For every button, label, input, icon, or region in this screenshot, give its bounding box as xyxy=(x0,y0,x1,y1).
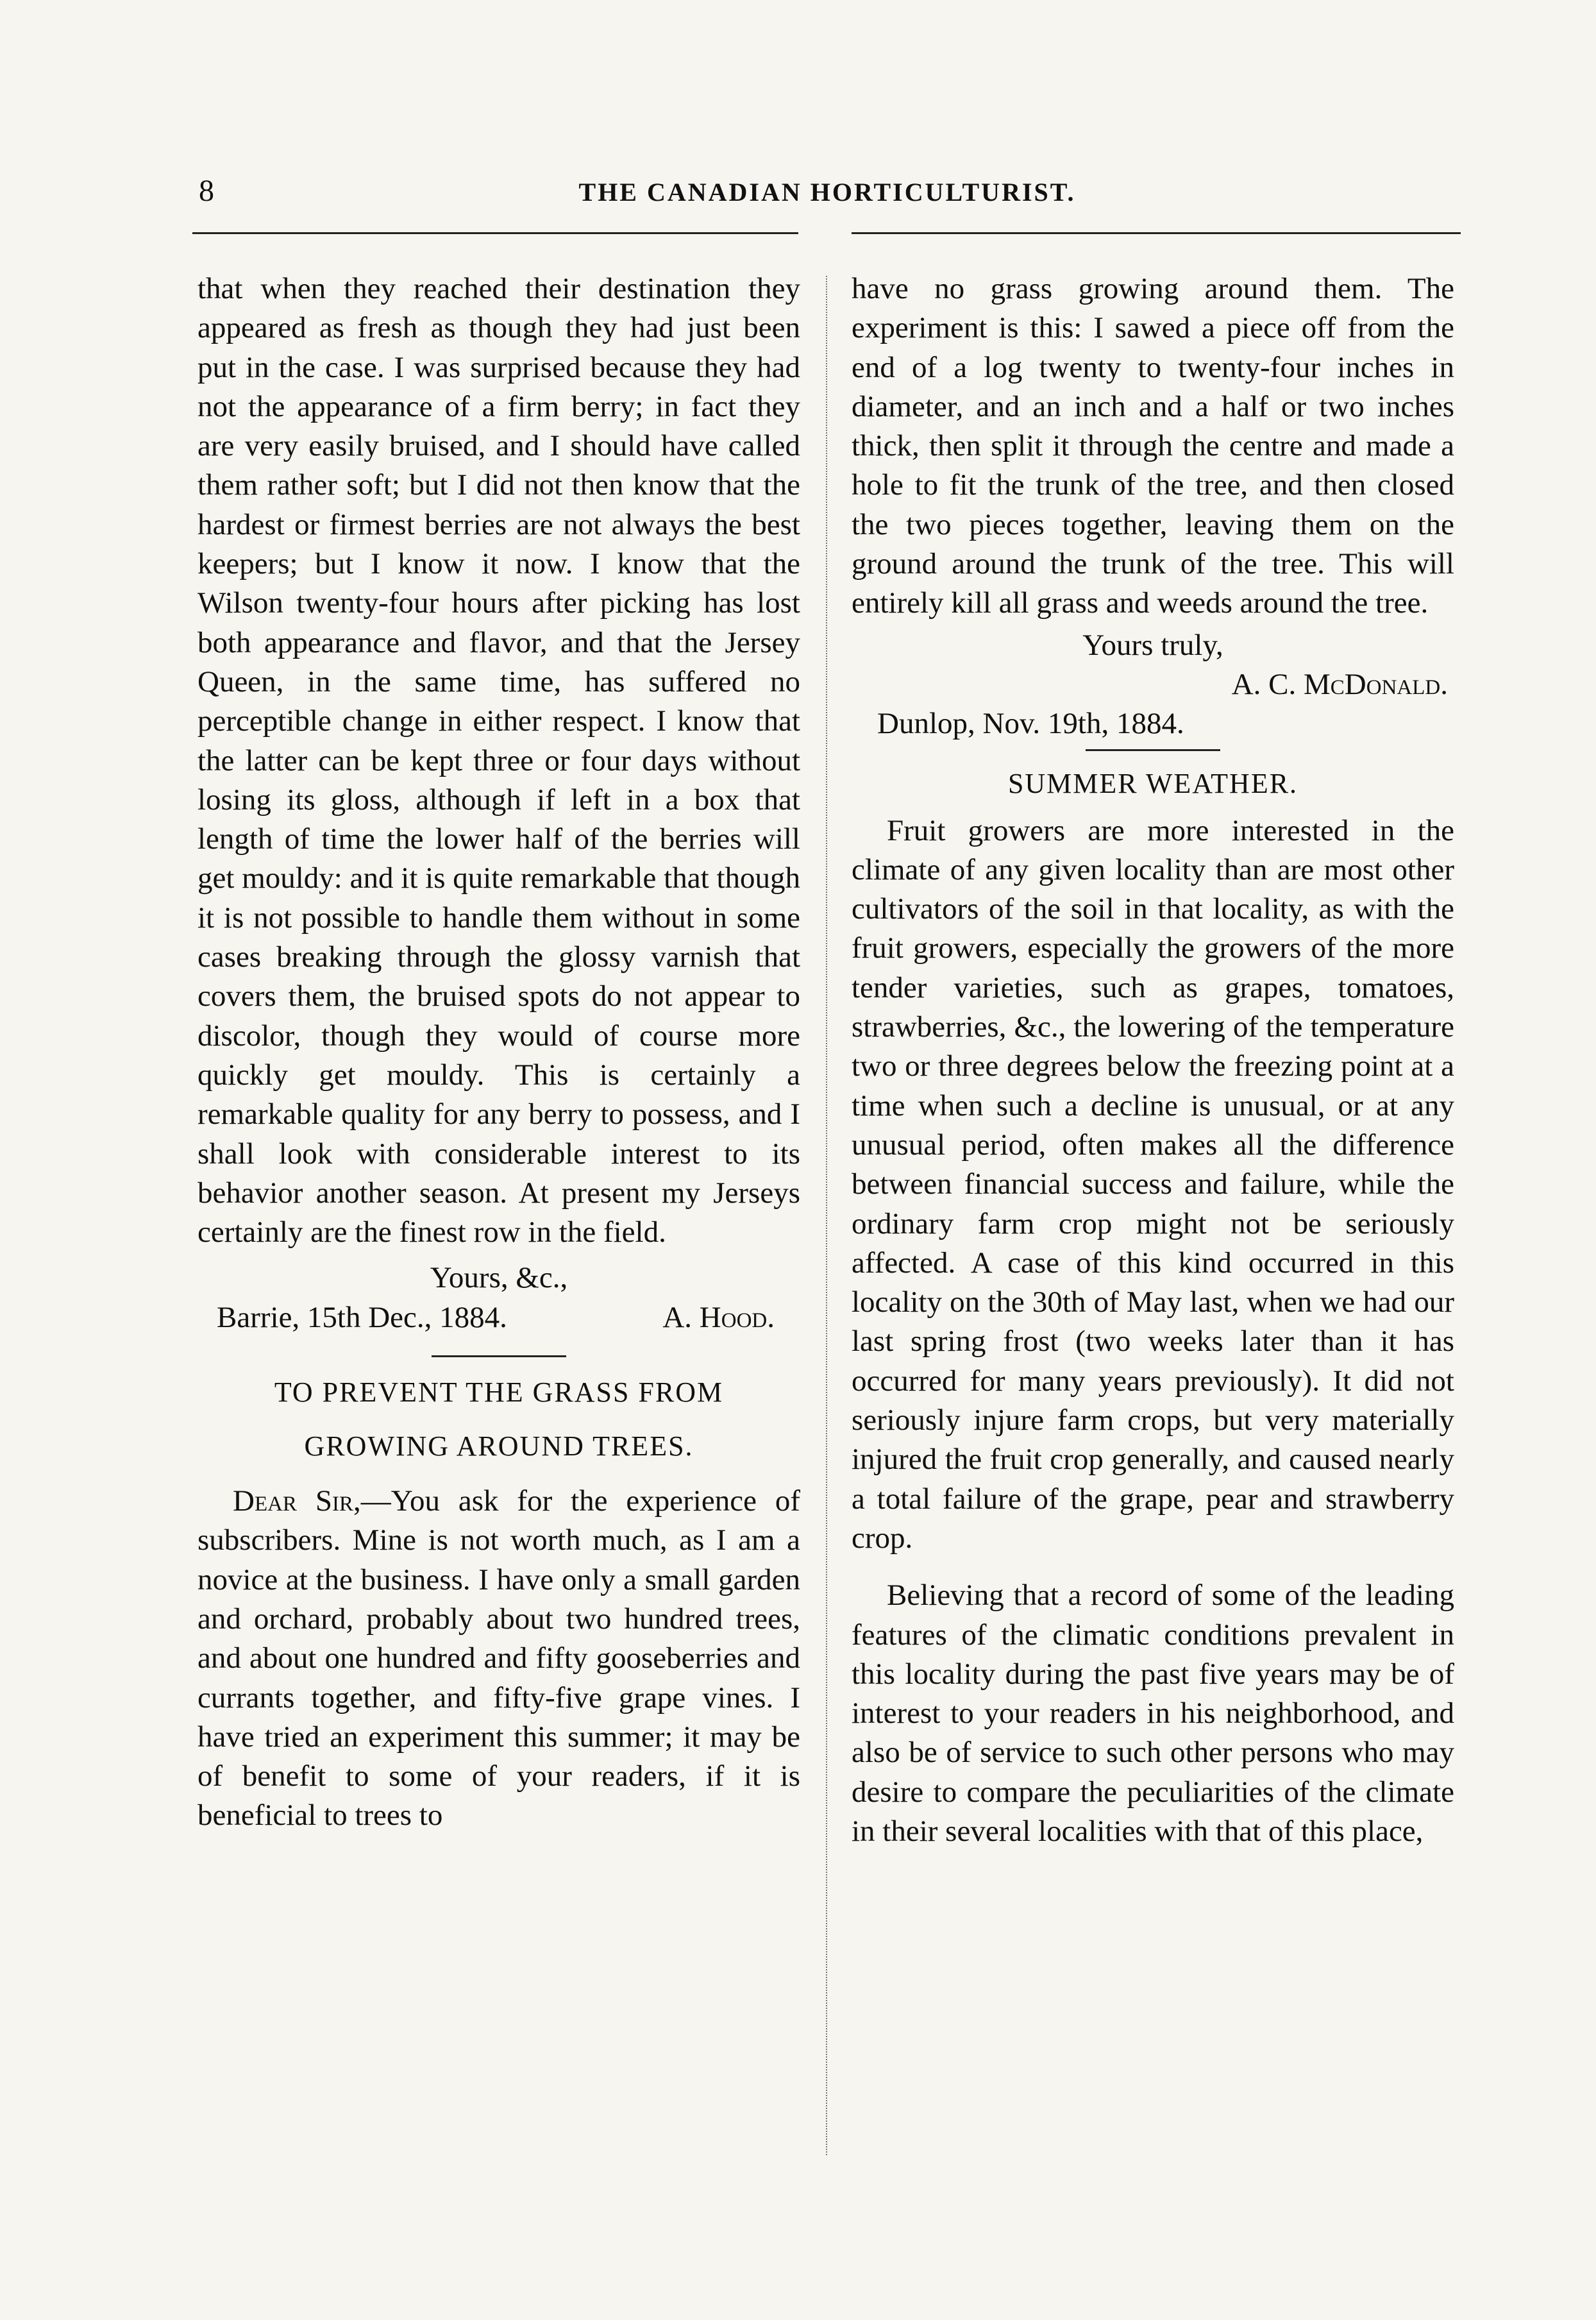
section-separator xyxy=(1086,749,1220,751)
header-rule-right xyxy=(852,232,1461,234)
article-opening-paragraph xyxy=(197,1482,800,1836)
summer-weather-paragraph-1: Fruit growers are more interested in the climate of any given locality than are most other cultivators of the soil in that locality, as with the fruit growers, especially the growers of the more tender varieties, such as grapes, tomatoes, strawberries, &c., the lowering of the temperature two or three degrees below the freezing point at a time when such a decline is unusual, or at any unusual period, often makes all the difference between financial success and failure, while the ordinary farm crop might not be seriously affected. A case of this kind occurred in this locality on the 30th of May last, when we had our last spring frost (two weeks later than it has occurred for many years previously). It did not seriously injure farm crops, but very materially injured the fruit crop generally, and caused nearly a total failure of the grape, pear and strawberry crop. xyxy=(852,813,1454,1555)
letter-signature-block xyxy=(197,1258,800,1337)
summer-weather-paragraph-2: Believing that a record of some of the leading features of the climatic conditions prevalent in this locality during the past five years may be of interest to your readers in his neighborhood, and also be of service to such other persons who may desire to compare the peculiarities of the climate in their several localities with that of this place, xyxy=(852,1579,1454,1848)
article-title-line-2: GROWING AROUND TREES. xyxy=(304,1430,694,1462)
letter-closing: Yours, &c., xyxy=(430,1261,568,1295)
column-divider xyxy=(826,276,827,2155)
article-title xyxy=(197,1374,800,1465)
article-closing: Yours truly, xyxy=(1082,628,1223,662)
article-place-date: Dunlop, Nov. 19th, 1884. xyxy=(877,707,1184,741)
section-separator xyxy=(432,1355,566,1357)
letter-place-date: Barrie, 15th Dec., 1884. xyxy=(217,1300,507,1334)
article-signature-block xyxy=(852,626,1454,744)
summer-weather-title: SUMMER WEATHER. xyxy=(1007,767,1298,799)
page-header xyxy=(192,173,1462,218)
header-rule-left xyxy=(192,232,798,234)
article-signature: A. C. McDonald. xyxy=(1231,667,1448,701)
left-column xyxy=(197,269,800,1836)
salutation: Dear Sir, xyxy=(233,1484,361,1518)
article-title-line-1: TO PREVENT THE GRASS FROM xyxy=(274,1376,724,1409)
letter-body: that when they reached their destination they appeared as fresh as though they had just been put in the case. I was surprised because they had not the appearance of a firm berry; in fact they are very easily bruised, and I should have called them rather soft; but I did not then know that the hardest or firmest berries are not always the best keepers; but I know it now. I know that the Wilson twenty-four hours after picking has lost both appearance and flavor, and that the Jersey Queen, in the same time, has suffered no perceptible change in either respect. I know that the latter can be kept three or four days without losing its gloss, although if left in a box that length of time the lower half of the berries will get mouldy: and it is quite remarkable that though it is not possible to handle them without in some cases breaking through the glossy varnish that covers them, the bruised spots do not appear to discolor, though they would of course more quickly get mouldy. This is certainly a remarkable quality for any berry to possess, and I shall look with considerable interest to its behavior another season. At present my Jerseys certainly are the finest row in the field. xyxy=(197,272,800,1249)
article-opening-text: —You ask for the experience of subscribers. Mine is not worth much, as I am a novice at the business. I have only a small garden and orchard, probably about two hundred trees, and about one hundred and fifty gooseberries and currants together, and fifty-five grape vines. I have tried an experiment this summer; it may be of benefit to some of your readers, if it is beneficial to trees to xyxy=(197,1484,800,1833)
article-continued: have no grass growing around them. The experiment is this: I sawed a piece off from the end of a log twenty to twenty-four inches in diameter, and an inch and a half or two inches thick, then split it through the centre and made a hole to fit the trunk of the tree, and then closed the two pieces together, leaving them on the ground around the trunk of the tree. This will entirely kill all grass and weeds around the tree. xyxy=(852,272,1454,620)
right-column xyxy=(852,269,1454,1851)
page-number: 8 xyxy=(199,174,214,208)
running-title: THE CANADIAN HORTICULTURIST. xyxy=(578,178,1076,207)
letter-signature-row xyxy=(197,1298,800,1337)
letter-signature: A. Hood. xyxy=(662,1300,775,1334)
